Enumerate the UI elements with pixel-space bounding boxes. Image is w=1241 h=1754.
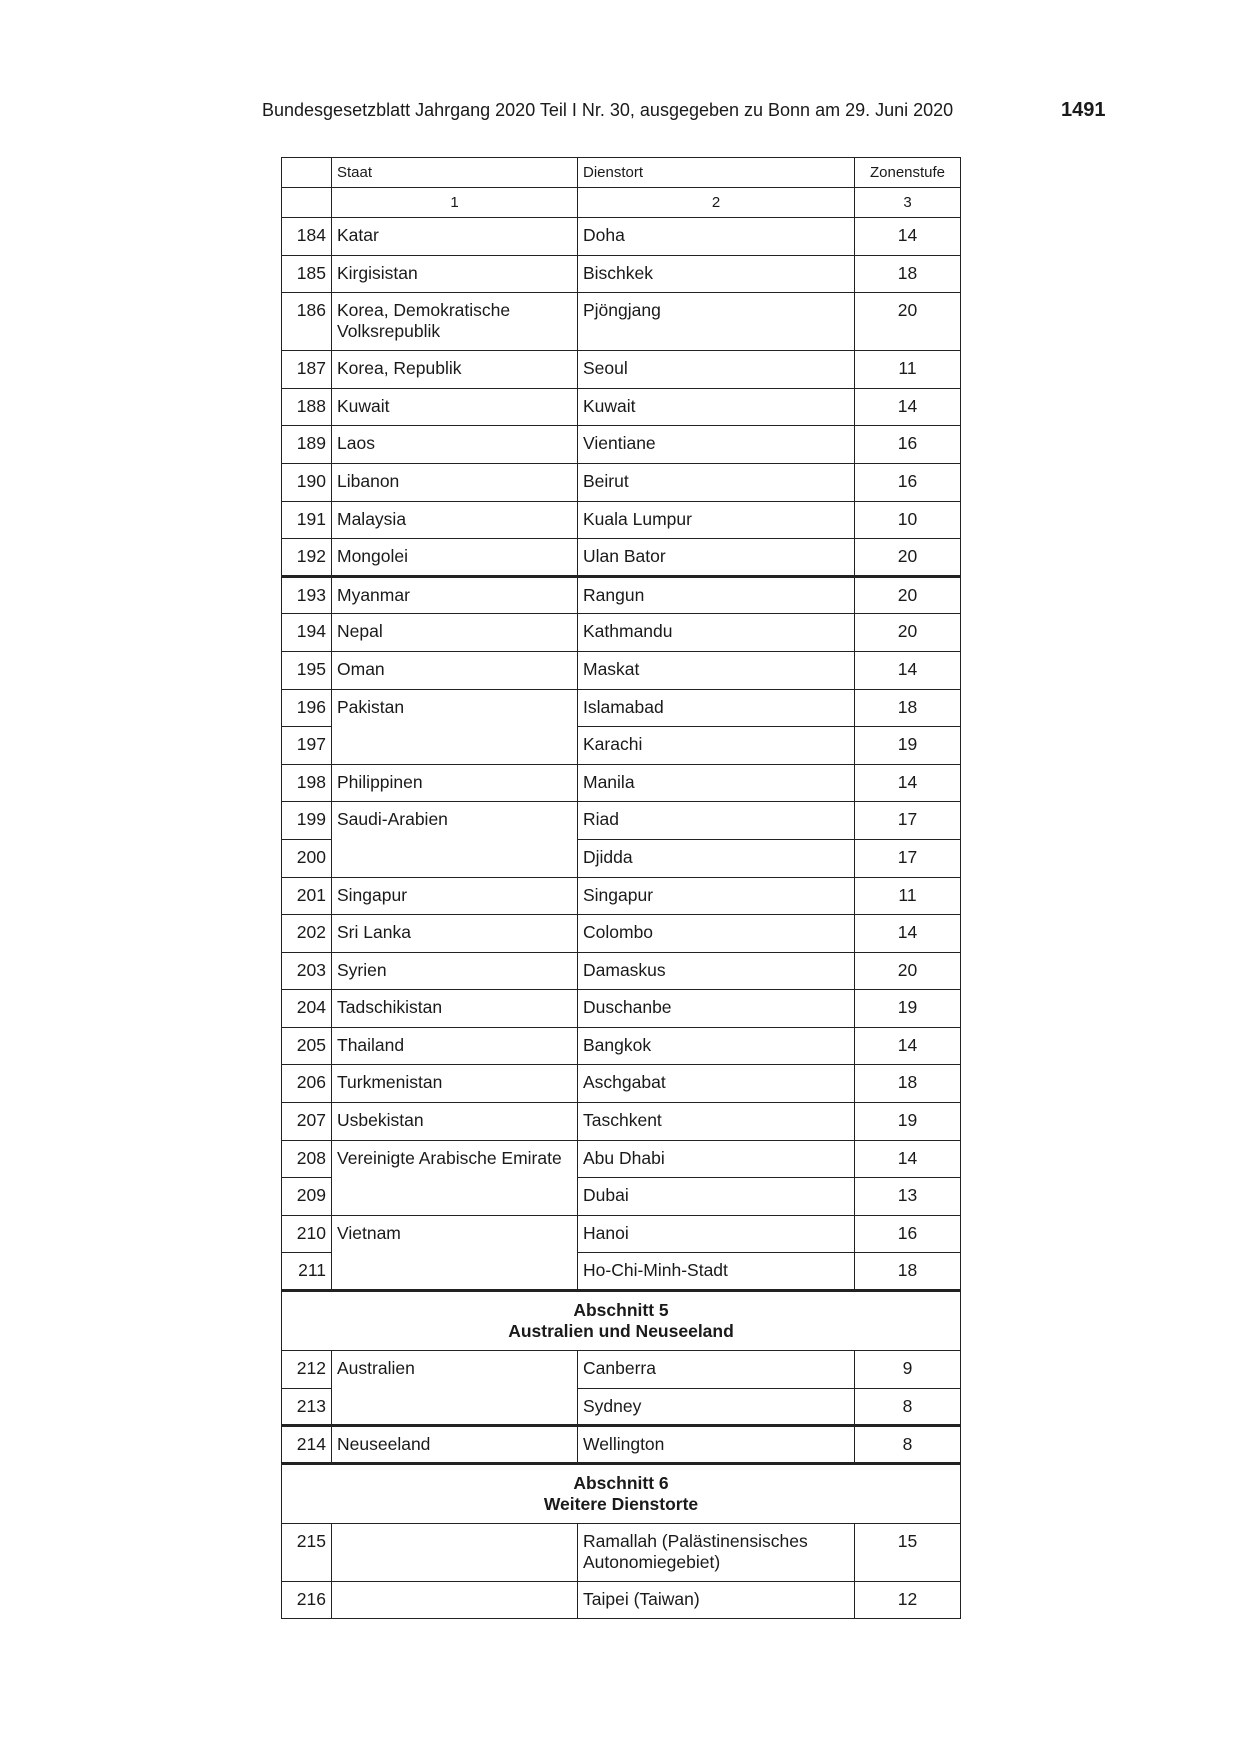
section5-subtitle: Australien und Neuseeland (508, 1321, 734, 1342)
state-cell: Singapur (332, 877, 578, 915)
table-row (282, 388, 961, 426)
dienstort-cell: Bangkok (578, 1027, 855, 1065)
state-cell: Malaysia (332, 501, 578, 539)
row-number: 186 (282, 293, 332, 351)
dienstort-cell: Abu Dhabi (578, 1140, 855, 1178)
table-row (282, 1215, 961, 1253)
dienstort-cell: Kathmandu (578, 614, 855, 652)
row-number: 205 (282, 1027, 332, 1065)
table-row (282, 501, 961, 539)
state-cell: Laos (332, 426, 578, 464)
table-row (282, 764, 961, 802)
zone-cell: 9 (855, 1351, 961, 1389)
dienstort-cell: Djidda (578, 839, 855, 877)
row-number: 196 (282, 689, 332, 727)
dienstort-cell: Singapur (578, 877, 855, 915)
dienstort-cell: Aschgabat (578, 1065, 855, 1103)
row-number: 191 (282, 501, 332, 539)
column-number-row (282, 188, 961, 218)
dienstort-cell: Rangun (578, 576, 855, 614)
zone-cell: 20 (855, 576, 961, 614)
dienstort-cell: Duschanbe (578, 990, 855, 1028)
table-row (282, 539, 961, 577)
section6-heading (282, 1463, 961, 1523)
zone-cell: 20 (855, 293, 961, 351)
state-cell: Philippinen (332, 764, 578, 802)
table-row (282, 1426, 961, 1464)
header-cell-zonenstufe: Zonenstufe (855, 158, 961, 188)
section6-subtitle: Weitere Dienstorte (543, 1493, 699, 1514)
table-row (282, 990, 961, 1028)
dienstort-cell: Riad (578, 802, 855, 840)
header-cell-number (282, 158, 332, 188)
zone-cell: 17 (855, 802, 961, 840)
zone-cell: 14 (855, 218, 961, 256)
row-number: 203 (282, 952, 332, 990)
state-cell (332, 1523, 578, 1581)
dienstort-cell: Ulan Bator (578, 539, 855, 577)
row-number: 213 (282, 1388, 332, 1426)
state-cell: Nepal (332, 614, 578, 652)
state-cell: Sri Lanka (332, 915, 578, 953)
table-row (282, 1581, 961, 1619)
header-cell-dienstort: Dienstort (578, 158, 855, 188)
zone-cell: 12 (855, 1581, 961, 1619)
row-number: 201 (282, 877, 332, 915)
zone-cell: 14 (855, 764, 961, 802)
zone-cell: 14 (855, 388, 961, 426)
table-row (282, 651, 961, 689)
row-number: 184 (282, 218, 332, 256)
zone-cell: 10 (855, 501, 961, 539)
table-row (282, 802, 961, 840)
row-number: 204 (282, 990, 332, 1028)
column-number-0 (282, 188, 332, 218)
table-row (282, 1065, 961, 1103)
row-number: 197 (282, 727, 332, 765)
zone-cell: 20 (855, 614, 961, 652)
section5-title: Abschnitt 5 (573, 1300, 669, 1321)
state-cell: Katar (332, 218, 578, 256)
zone-cell: 8 (855, 1388, 961, 1426)
row-number: 192 (282, 539, 332, 577)
table-row (282, 1523, 961, 1581)
zone-cell: 14 (855, 915, 961, 953)
section5-heading-row (282, 1291, 961, 1351)
zone-cell: 14 (855, 651, 961, 689)
column-number-1: 1 (332, 188, 578, 218)
zone-cell: 19 (855, 990, 961, 1028)
column-number-2: 2 (578, 188, 855, 218)
table-row (282, 293, 961, 351)
zone-cell: 8 (855, 1426, 961, 1464)
state-cell: Kirgisistan (332, 255, 578, 293)
zone-cell: 11 (855, 351, 961, 389)
dienstort-cell: Hanoi (578, 1215, 855, 1253)
section5-heading (282, 1291, 961, 1351)
table-row (282, 351, 961, 389)
row-number: 198 (282, 764, 332, 802)
table-row (282, 1027, 961, 1065)
state-cell: Vereinigte Arabische Emirate (332, 1140, 578, 1215)
row-number: 210 (282, 1215, 332, 1253)
state-cell: Neuseeland (332, 1426, 578, 1464)
table-row (282, 255, 961, 293)
state-cell: Vietnam (332, 1215, 578, 1290)
page-number: 1491 (1061, 99, 1106, 121)
row-number: 199 (282, 802, 332, 840)
table-row (282, 915, 961, 953)
running-header: Bundesgesetzblatt Jahrgang 2020 Teil I Nr. 30, ausgegeben zu Bonn am 29. Juni 2020 (262, 100, 954, 120)
table-row (282, 952, 961, 990)
table-row (282, 614, 961, 652)
row-number: 195 (282, 651, 332, 689)
row-number: 216 (282, 1581, 332, 1619)
dienstort-cell: Taipei (Taiwan) (578, 1581, 855, 1619)
zone-cell: 16 (855, 463, 961, 501)
state-cell: Saudi-Arabien (332, 802, 578, 877)
row-number: 189 (282, 426, 332, 464)
zone-cell: 13 (855, 1178, 961, 1216)
dienstort-cell: Manila (578, 764, 855, 802)
table-row (282, 1351, 961, 1389)
state-cell: Myanmar (332, 576, 578, 614)
dienstort-cell: Islamabad (578, 689, 855, 727)
dienstort-cell: Karachi (578, 727, 855, 765)
dienstort-cell: Dubai (578, 1178, 855, 1216)
dienstort-cell: Pjöngjang (578, 293, 855, 351)
state-cell: Oman (332, 651, 578, 689)
zone-cell: 14 (855, 1027, 961, 1065)
zone-cell: 15 (855, 1523, 961, 1581)
row-number: 212 (282, 1351, 332, 1389)
dienstort-cell: Kuala Lumpur (578, 501, 855, 539)
dienstort-cell: Bischkek (578, 255, 855, 293)
state-cell: Australien (332, 1351, 578, 1426)
zone-cell: 20 (855, 539, 961, 577)
row-number: 190 (282, 463, 332, 501)
zone-cell: 20 (855, 952, 961, 990)
state-cell: Mongolei (332, 539, 578, 577)
row-number: 209 (282, 1178, 332, 1216)
table-row (282, 576, 961, 614)
state-cell: Syrien (332, 952, 578, 990)
table-row (282, 689, 961, 727)
header-cell-staat: Staat (332, 158, 578, 188)
state-cell: Turkmenistan (332, 1065, 578, 1103)
table-row (282, 877, 961, 915)
column-number-3: 3 (855, 188, 961, 218)
row-number: 194 (282, 614, 332, 652)
zone-cell: 11 (855, 877, 961, 915)
table-row (282, 218, 961, 256)
section6-title: Abschnitt 6 (573, 1472, 669, 1493)
dienstort-cell: Damaskus (578, 952, 855, 990)
table-row (282, 1140, 961, 1178)
state-cell: Pakistan (332, 689, 578, 764)
zone-cell: 16 (855, 426, 961, 464)
dienstort-cell: Ho-Chi-Minh-Stadt (578, 1253, 855, 1291)
dienstort-cell: Doha (578, 218, 855, 256)
dienstort-cell: Seoul (578, 351, 855, 389)
dienstort-cell: Vientiane (578, 426, 855, 464)
dienstort-cell: Taschkent (578, 1103, 855, 1141)
dienstort-cell: Canberra (578, 1351, 855, 1389)
row-number: 188 (282, 388, 332, 426)
zone-cell: 18 (855, 255, 961, 293)
duty-station-table (281, 157, 961, 1619)
table-row (282, 463, 961, 501)
table-row (282, 1103, 961, 1141)
state-cell: Tadschikistan (332, 990, 578, 1028)
row-number: 211 (282, 1253, 332, 1291)
row-number: 200 (282, 839, 332, 877)
row-number: 214 (282, 1426, 332, 1464)
dienstort-cell: Beirut (578, 463, 855, 501)
state-cell (332, 1581, 578, 1619)
row-number: 215 (282, 1523, 332, 1581)
row-number: 187 (282, 351, 332, 389)
zone-cell: 18 (855, 1065, 961, 1103)
state-cell: Libanon (332, 463, 578, 501)
dienstort-cell: Colombo (578, 915, 855, 953)
row-number: 208 (282, 1140, 332, 1178)
dienstort-cell: Maskat (578, 651, 855, 689)
zone-cell: 14 (855, 1140, 961, 1178)
state-cell: Korea, Republik (332, 351, 578, 389)
state-cell: Korea, Demokratische Volksrepublik (332, 293, 578, 351)
zone-cell: 19 (855, 727, 961, 765)
row-number: 207 (282, 1103, 332, 1141)
table-row (282, 426, 961, 464)
row-number: 202 (282, 915, 332, 953)
state-cell: Usbekistan (332, 1103, 578, 1141)
zone-cell: 19 (855, 1103, 961, 1141)
section6-heading-row (282, 1463, 961, 1523)
row-number: 185 (282, 255, 332, 293)
dienstort-cell: Kuwait (578, 388, 855, 426)
dienstort-cell: Ramallah (Palästinensisches Autonomiegebiet) (578, 1523, 855, 1581)
row-number: 193 (282, 576, 332, 614)
state-cell: Kuwait (332, 388, 578, 426)
zone-cell: 18 (855, 1253, 961, 1291)
dienstort-cell: Sydney (578, 1388, 855, 1426)
zone-cell: 17 (855, 839, 961, 877)
table-header-row (282, 158, 961, 188)
zone-cell: 18 (855, 689, 961, 727)
state-cell: Thailand (332, 1027, 578, 1065)
zone-cell: 16 (855, 1215, 961, 1253)
row-number: 206 (282, 1065, 332, 1103)
dienstort-cell: Wellington (578, 1426, 855, 1464)
